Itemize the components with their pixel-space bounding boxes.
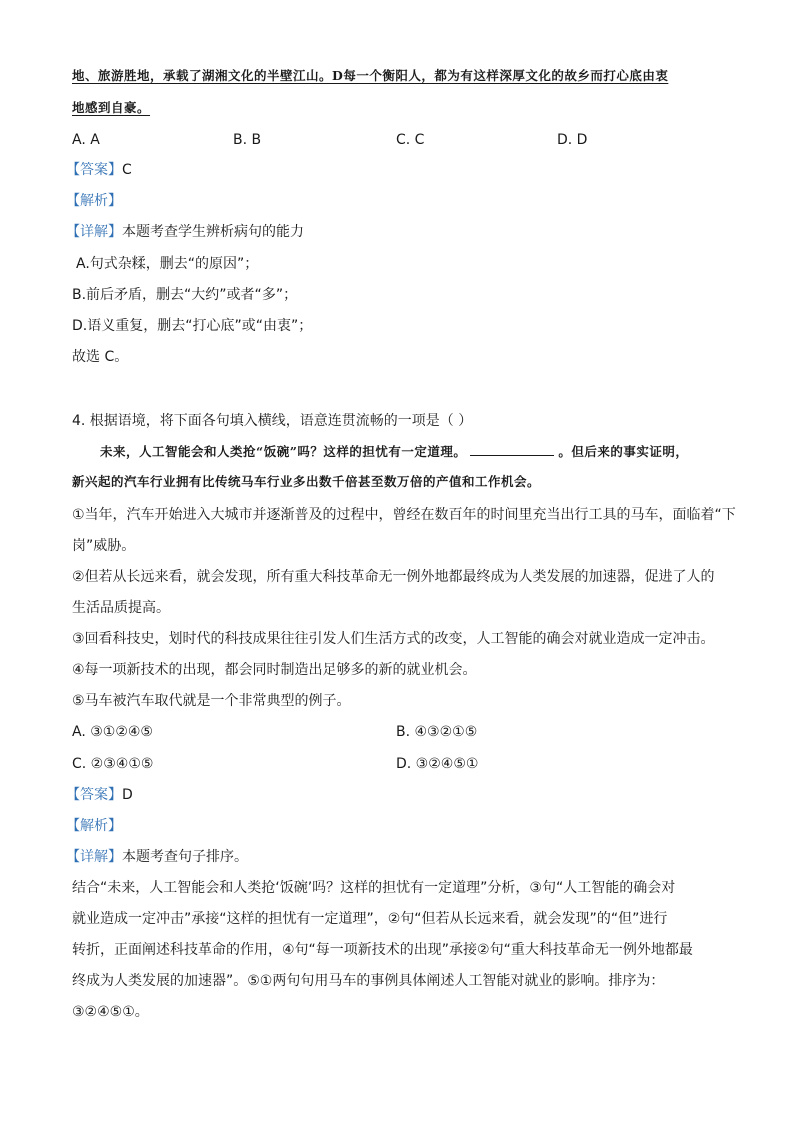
answer-tag: 【答案】 (66, 162, 122, 178)
option-c: C. ②③④①⑤ (72, 756, 154, 772)
fill-blank (470, 443, 554, 456)
option-d: D. D (557, 132, 588, 148)
answer-line (66, 160, 132, 180)
detail-text: 本题考查句子排序。 (122, 849, 248, 865)
option-b: B. B (233, 132, 262, 148)
detail-tag: 【详解】 (66, 224, 122, 240)
explanation-line: 终成为人类发展的加速器”。⑤①两句句用马车的事例具体阐述人工智能对就业的影响。排序为： (72, 973, 665, 989)
note-line: A.句式杂糅，删去“的原因”； (76, 256, 259, 272)
option-b: B. ④③②①⑤ (396, 724, 478, 740)
note-line: B.前后矛盾，删去“大约”或者“多”； (72, 287, 298, 303)
detail-text: 本题考查学生辨析病句的能力 (122, 224, 304, 240)
explanation-line: 转折，正面阐述科技革命的作用，④句“每一项新技术的出现”承接②句“重大科技革命无一例外地都最 (72, 942, 693, 958)
option-a: A. A (72, 132, 100, 148)
passage-text: 。但后来的事实证明， (558, 444, 689, 459)
option-d: D. ③②④⑤① (396, 756, 479, 772)
passage-line (100, 442, 688, 462)
explanation-line: 结合“未来，人工智能会和人类抢‘饭碗’吗？这样的担忧有一定道理”分析，③句“人工智能的确会对 (72, 880, 676, 896)
sentence-4: ④每一项新技术的出现，都会同时制造出足够多的新的就业机会。 (72, 662, 477, 678)
sentence-2-cont: 生活品质提高。 (72, 600, 170, 616)
detail-line (66, 847, 248, 867)
sentence-1: ①当年，汽车开始进入大城市并逐渐普及的过程中，曾经在数百年的时间里充当出行工具的马车，面临着“下 (72, 507, 736, 523)
option-a: A. ③①②④⑤ (72, 724, 153, 740)
detail-tag: 【详解】 (66, 849, 122, 865)
note-line: D.语义重复，删去“打心底”或“由衷”； (72, 318, 313, 334)
analysis-tag: 【解析】 (66, 193, 122, 209)
answer-line (66, 785, 133, 805)
explanation-line: 就业造成一定冲击”承接“这样的担忧有一定道理”，②句“但若从长远来看，就会发现”的“但”进行 (72, 911, 668, 927)
option-c: C. C (396, 132, 425, 148)
detail-line (66, 222, 304, 242)
passage-text: 未来，人工智能会和人类抢“饭碗”吗？这样的担忧有一定道理。 (100, 444, 467, 459)
sentence-5: ⑤马车被汽车取代就是一个非常典型的例子。 (72, 693, 351, 709)
passage-line: 地感到自豪。 (72, 100, 151, 115)
answer-value: C (122, 162, 132, 178)
question-stem: 4. 根据语境，将下面各句填入横线，语意连贯流畅的一项是（ ） (72, 413, 473, 429)
explanation-line: ③②④⑤①。 (72, 1004, 149, 1020)
passage-line: 地、旅游胜地，承载了湖湘文化的半壁江山。D每一个衡阳人，都为有这样深厚文化的故乡而打心底由衷 (72, 68, 669, 83)
sentence-3: ③回看科技史，划时代的科技成果往往引发人们生活方式的改变，人工智能的确会对就业造成一定冲击。 (72, 631, 715, 647)
passage-line: 新兴起的汽车行业拥有比传统马车行业多出数千倍甚至数万倍的产值和工作机会。 (72, 474, 541, 489)
answer-tag: 【答案】 (66, 787, 122, 803)
sentence-1-cont: 岗”威胁。 (72, 538, 136, 554)
conclusion-line: 故选 C。 (72, 349, 129, 365)
answer-value: D (122, 787, 133, 803)
sentence-2: ②但若从长远来看，就会发现，所有重大科技革命无一例外地都最终成为人类发展的加速器，促进了人的 (72, 569, 715, 585)
analysis-tag: 【解析】 (66, 818, 122, 834)
